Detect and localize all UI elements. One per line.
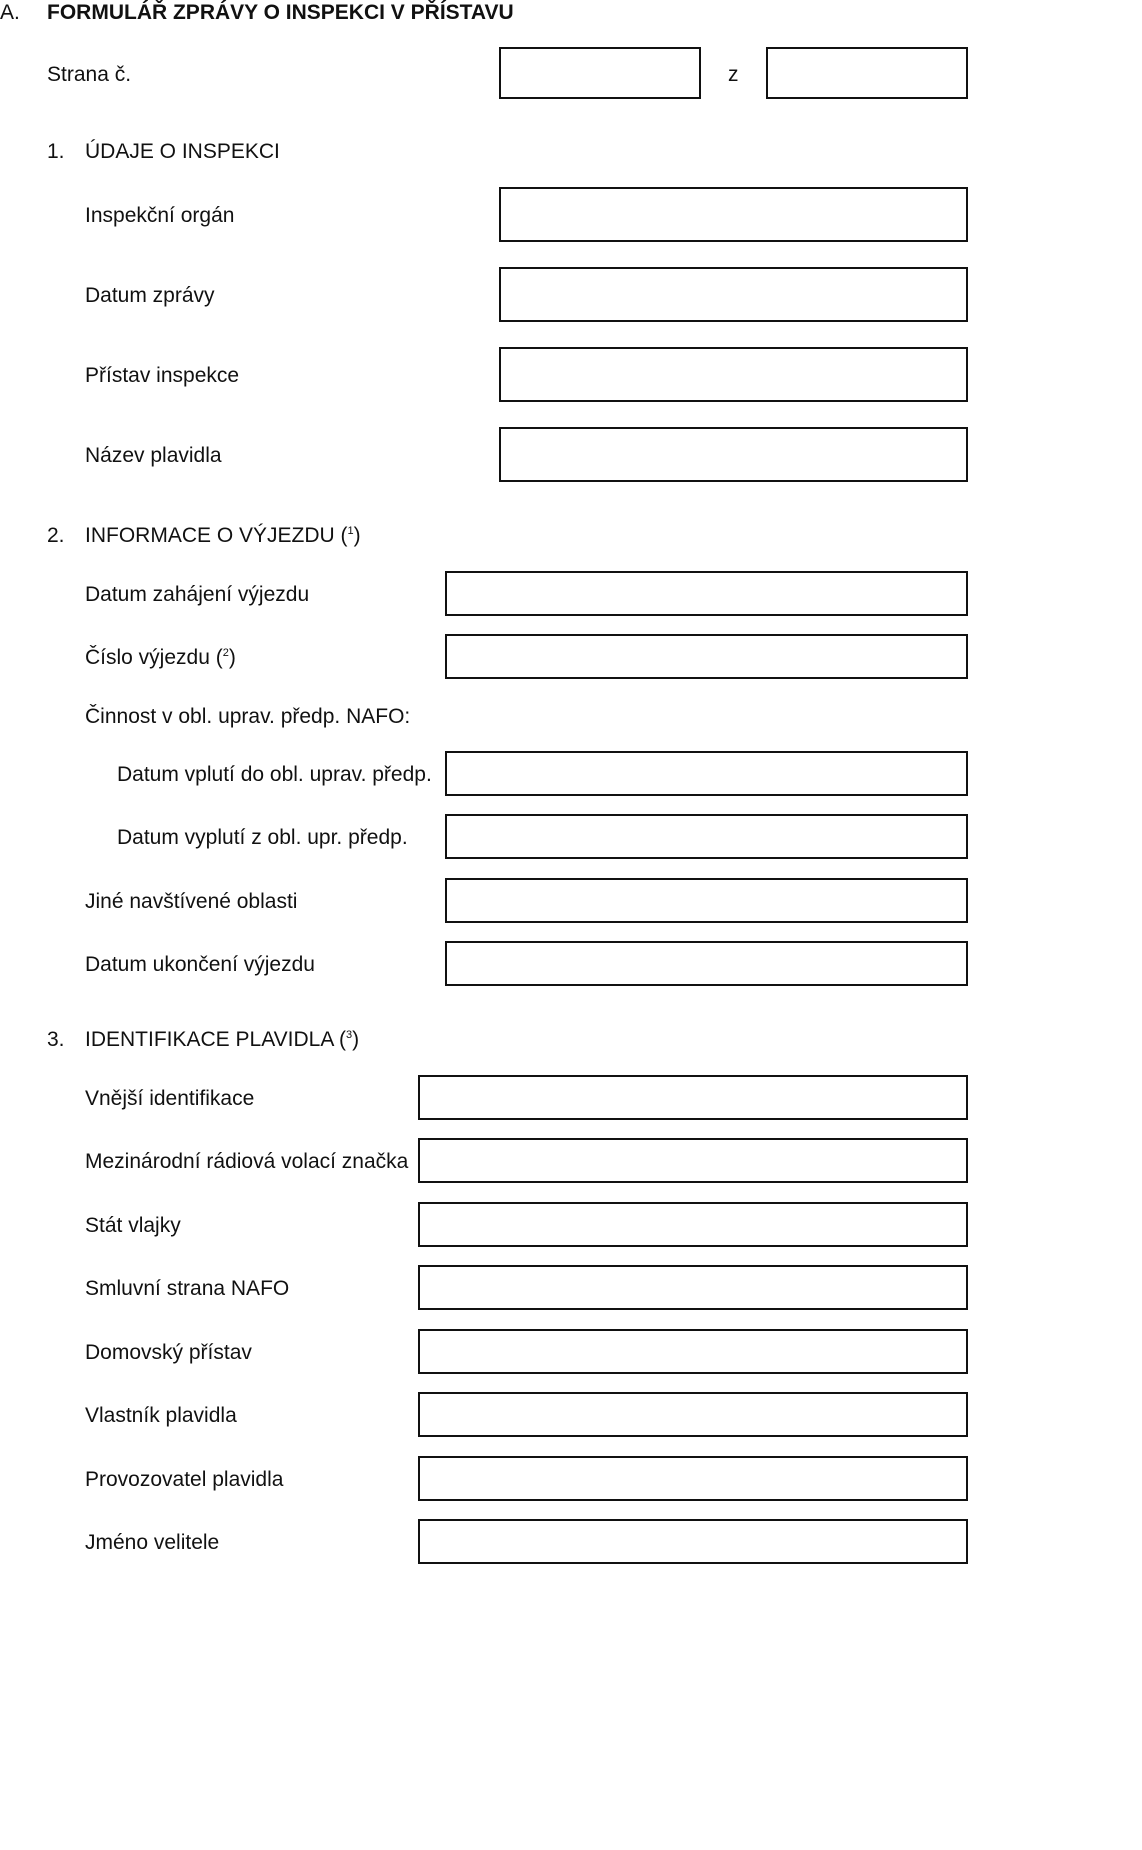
section-2-title [85,523,361,549]
report-date-label: Datum zprávy [85,284,215,307]
home-port-field[interactable] [418,1329,968,1374]
other-areas-label: Jiné navštívené oblasti [85,890,298,913]
trip-number-label-close: ) [228,646,236,669]
trip-end-date-label: Datum ukončení výjezdu [85,953,315,976]
footnote-3-marker: 3 [346,1029,353,1041]
page-number-label: Strana č. [47,63,132,86]
section-1-title: ÚDAJE O INSPEKCI [85,140,280,163]
section-1-number: 1. [47,140,65,163]
inspection-port-field[interactable] [499,347,968,402]
vessel-name-label: Název plavidla [85,444,222,467]
external-identification-label: Vnější identifikace [85,1087,255,1110]
vessel-name-field[interactable] [499,427,968,482]
nafo-activity-label: Činnost v obl. uprav. předp. NAFO: [85,705,411,728]
section-2-title-text: INFORMACE O VÝJEZDU ( [85,524,348,547]
form-title: FORMULÁŘ ZPRÁVY O INSPEKCI V PŘÍSTAVU [47,1,514,24]
trip-start-date-label: Datum zahájení výjezdu [85,583,310,606]
external-identification-field[interactable] [418,1075,968,1120]
section-3-number: 3. [47,1028,65,1051]
radio-call-sign-label: Mezinárodní rádiová volací značka [85,1150,409,1173]
vessel-owner-field[interactable] [418,1392,968,1437]
vessel-operator-field[interactable] [418,1456,968,1501]
section-2-title-close: ) [353,524,361,547]
trip-number-label [85,645,236,671]
vessel-operator-label: Provozovatel plavidla [85,1468,284,1491]
flag-state-label: Stát vlajky [85,1214,181,1237]
section-3-title-text: IDENTIFIKACE PLAVIDLA ( [85,1028,347,1051]
flag-state-field[interactable] [418,1202,968,1247]
page-total-field[interactable] [766,47,968,99]
section-3-title [85,1027,359,1053]
report-date-field[interactable] [499,267,968,322]
inspection-authority-field[interactable] [499,187,968,242]
inspection-authority-label: Inspekční orgán [85,204,235,227]
trip-start-date-field[interactable] [445,571,968,616]
inspection-port-label: Přístav inspekce [85,364,240,387]
vessel-owner-label: Vlastník plavidla [85,1404,237,1427]
section-3-title-close: ) [352,1028,360,1051]
trip-end-date-field[interactable] [445,941,968,986]
section-2-number: 2. [47,524,65,547]
nafo-contracting-party-label: Smluvní strana NAFO [85,1277,290,1300]
exit-date-field[interactable] [445,814,968,859]
other-areas-field[interactable] [445,878,968,923]
exit-date-label: Datum vyplutí z obl. upr. předp. [117,826,408,849]
home-port-label: Domovský přístav [85,1341,252,1364]
trip-number-label-text: Číslo výjezdu ( [85,646,223,669]
page-of-label: z [728,63,739,86]
page-number-field[interactable] [499,47,701,99]
footnote-1-marker: 1 [347,525,354,537]
entry-date-field[interactable] [445,751,968,796]
radio-call-sign-field[interactable] [418,1138,968,1183]
footnote-2-marker: 2 [222,647,229,659]
entry-date-label: Datum vplutí do obl. uprav. předp. [117,763,432,786]
master-name-field[interactable] [418,1519,968,1564]
master-name-label: Jméno velitele [85,1531,220,1554]
nafo-contracting-party-field[interactable] [418,1265,968,1310]
form-letter: A. [0,1,20,24]
trip-number-field[interactable] [445,634,968,679]
